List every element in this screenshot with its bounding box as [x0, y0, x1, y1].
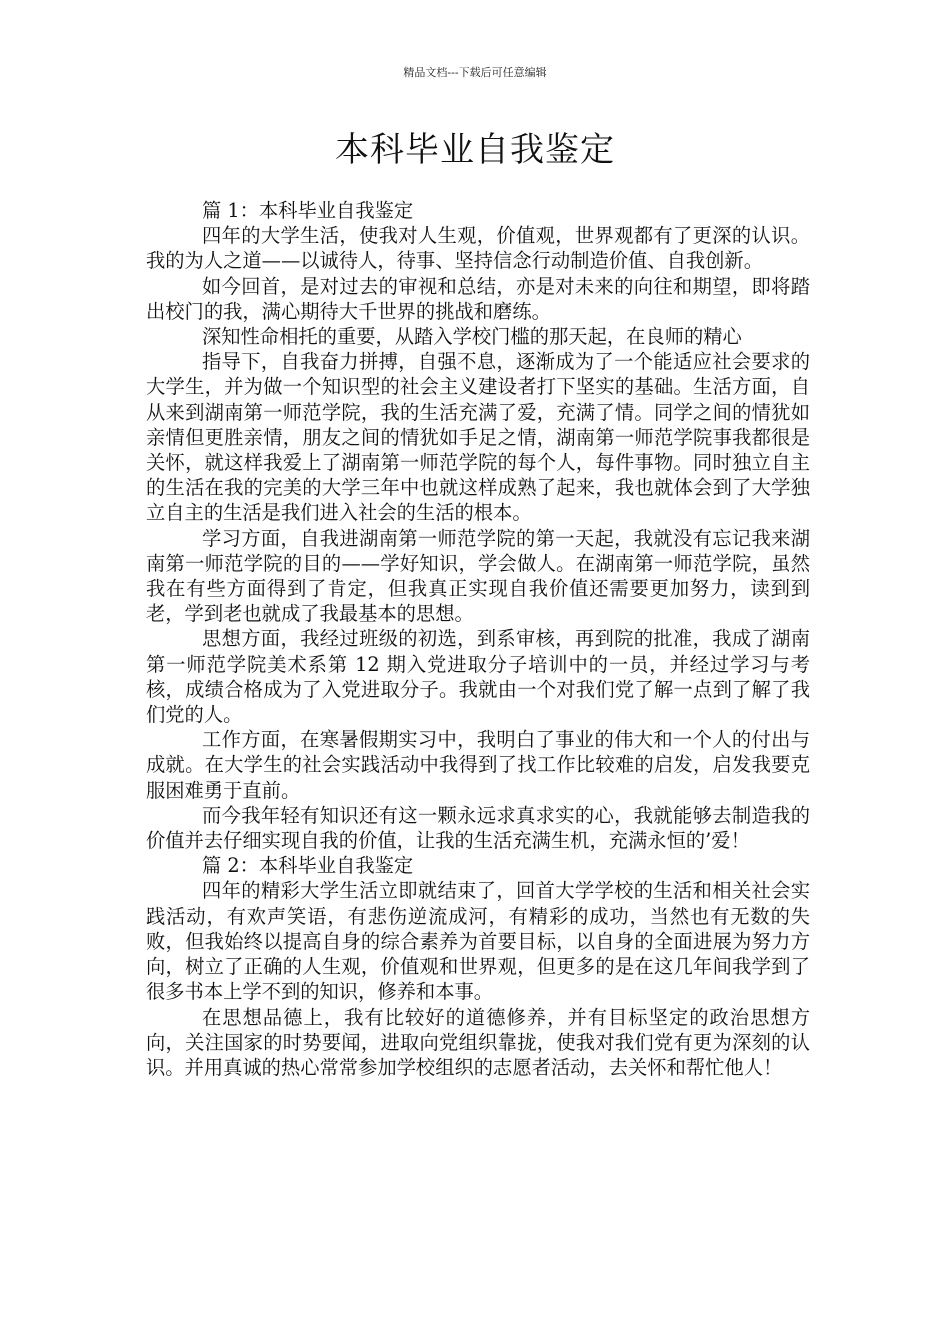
paragraph: 深知性命相托的重要，从踏入学校门槛的那天起，在良师的精心 [201, 325, 742, 349]
paragraph: 在思想品德上，我有比较好的道德修养，并有目标坚定的政治思想方向，关注国家的时势要闻，进取向党组织靠拢，使我对我们党有更为深刻的认识。并用真诚的热心常常参加学校组织的志愿者活动，去关怀和帮忙他人！ [146, 1005, 810, 1079]
paragraph: 四年的精彩大学生活立即就结束了，回首大学学校的生活和相关社会实践活动，有欢声笑语，有悲伤逆流成河，有精彩的成功，当然也有无数的失败，但我始终以提高自身的综合素养为首要目标，以自身的全面进展为努力方向，树立了正确的人生观，价值观和世界观，但更多的是在这几年间我学到了很多书本上学不到的知识，修养和本事。 [146, 879, 810, 1004]
paragraph: 思想方面，我经过班级的初选，到系审核，再到院的批准，我成了湖南第一师范学院美术系第 12 期入党进取分子培训中的一员，并经过学习与考核，成绩合格成为了入党进取分子。我就由一个对我们党了解一点到了解了我们党的人。 [146, 627, 810, 727]
document-body [146, 198, 810, 1080]
page-header: 精品文档---下载后可任意编辑 [403, 66, 547, 79]
paragraph: 如今回首，是对过去的审视和总结，亦是对未来的向往和期望，即将踏出校门的我，满心期待大千世界的挑战和磨练。 [146, 274, 810, 323]
section-2 [146, 853, 810, 1080]
paragraph: 四年的大学生活，使我对人生观，价值观，世界观都有了更深的认识。我的为人之道——以诚待人，待事、坚持信念行动制造价值、自我创新。 [146, 224, 810, 273]
section-heading: 篇 2：本科毕业自我鉴定 [201, 854, 414, 878]
paragraph: 指导下，自我奋力拼搏，自强不息，逐渐成为了一个能适应社会要求的大学生，并为做一个知识型的社会主义建设者打下坚实的基础。生活方面，自从来到湖南第一师范学院，我的生活充满了爱，充满了情。同学之间的情犹如亲情但更胜亲情，朋友之间的情犹如手足之情，湖南第一师范学院事我都很是关怀，就这样我爱上了湖南第一师范学院的每个人，每件事物。同时独立自主的生活在我的完美的大学三年中也就这样成熟了起来，我也就体会到了大学独立自主的生活是我们进入社会的生活的根本。 [146, 350, 810, 525]
paragraph: 学习方面，自我进湖南第一师范学院的第一天起，我就没有忘记我来湖南第一师范学院的目的——学好知识，学会做人。在湖南第一师范学院，虽然我在有些方面得到了肯定，但我真正实现自我价值还需要更加努力，读到到老，学到老也就成了我最基本的思想。 [146, 526, 810, 626]
section-1 [146, 198, 810, 853]
document-title: 本科毕业自我鉴定 [335, 130, 615, 170]
paragraph: 工作方面，在寒暑假期实习中，我明白了事业的伟大和一个人的付出与成就。在大学生的社会实践活动中我得到了找工作比较难的启发，启发我要克服困难勇于直前。 [146, 728, 810, 802]
section-heading: 篇 1：本科毕业自我鉴定 [201, 199, 414, 222]
paragraph: 而今我年轻有知识还有这一颗永远求真求实的心，我就能够去制造我的价值并去仔细实现自我的价值，让我的生活充满生机，充满永恒的’爱！ [146, 803, 810, 853]
